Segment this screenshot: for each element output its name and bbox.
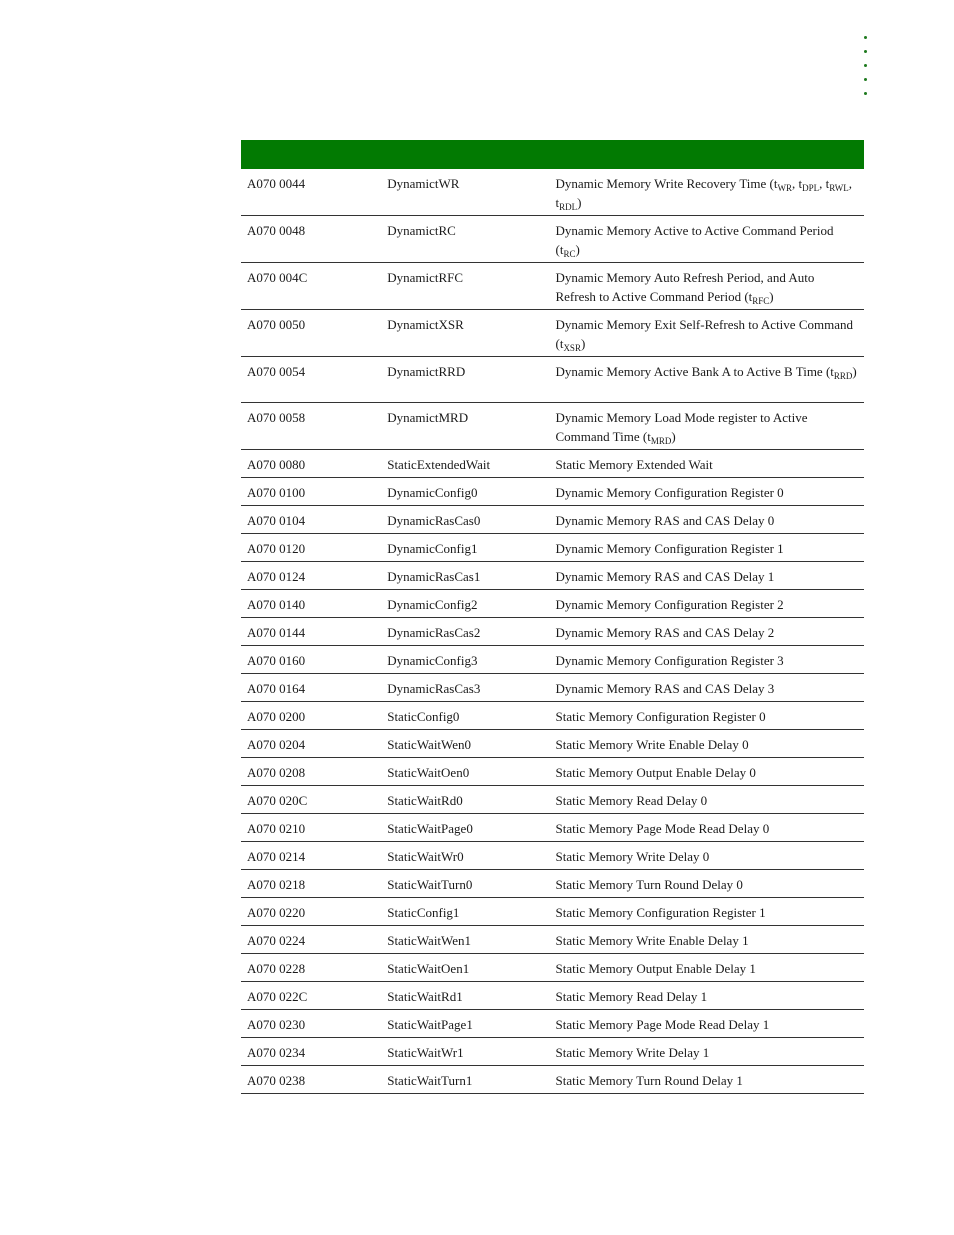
cell-register: DynamictRRD: [381, 357, 549, 403]
cell-register: DynamicConfig0: [381, 478, 549, 506]
table-row: [241, 954, 864, 982]
description-text: Dynamic Memory Configuration Register 0: [555, 485, 784, 500]
description-subscript: RFC: [752, 296, 770, 306]
cell-address: A070 0080: [241, 450, 381, 478]
margin-dot-decoration: [864, 36, 870, 106]
cell-register: StaticWaitRd1: [381, 982, 549, 1010]
table-row: [241, 898, 864, 926]
description-text: Dynamic Memory RAS and CAS Delay 1: [555, 569, 775, 584]
cell-register: StaticWaitWr1: [381, 1038, 549, 1066]
cell-register: StaticWaitPage0: [381, 814, 549, 842]
cell-register: DynamicRasCas3: [381, 674, 549, 702]
table-row: [241, 1038, 864, 1066]
description-text: Static Memory Output Enable Delay 1: [555, 961, 756, 976]
table-row: [241, 730, 864, 758]
description-text: Static Memory Page Mode Read Delay 1: [555, 1017, 770, 1032]
description-text: Dynamic Memory Auto Refresh Period, and Auto Refresh to Active Command Period (t: [555, 270, 815, 304]
description-text: Static Memory Page Mode Read Delay 0: [555, 821, 770, 836]
cell-description: [549, 310, 864, 357]
cell-register: DynamicRasCas1: [381, 562, 549, 590]
table-body: [241, 169, 864, 1094]
description-text: Dynamic Memory RAS and CAS Delay 0: [555, 513, 775, 528]
cell-description: [549, 926, 864, 954]
cell-description: [549, 982, 864, 1010]
description-text: Static Memory Turn Round Delay 0: [555, 877, 743, 892]
cell-description: [549, 702, 864, 730]
table-row: [241, 674, 864, 702]
description-text: Dynamic Memory Write Recovery Time (t: [555, 176, 778, 191]
table-row: [241, 702, 864, 730]
table-row: [241, 842, 864, 870]
cell-description: [549, 1066, 864, 1094]
description-text: Static Memory Turn Round Delay 1: [555, 1073, 743, 1088]
description-text: Dynamic Memory Exit Self-Refresh to Active Command (t: [555, 317, 853, 351]
cell-description: [549, 898, 864, 926]
cell-register: StaticWaitTurn1: [381, 1066, 549, 1094]
table-row: [241, 310, 864, 357]
cell-address: A070 020C: [241, 786, 381, 814]
cell-description: [549, 730, 864, 758]
cell-address: A070 022C: [241, 982, 381, 1010]
cell-register: StaticWaitRd0: [381, 786, 549, 814]
table-row: [241, 982, 864, 1010]
dot-icon: [864, 64, 867, 67]
table-row: [241, 1010, 864, 1038]
description-text: Static Memory Write Delay 0: [555, 849, 710, 864]
description-subscript: DPL: [802, 183, 820, 193]
cell-address: A070 0044: [241, 169, 381, 216]
table-row: [241, 646, 864, 674]
cell-address: A070 0210: [241, 814, 381, 842]
description-text: Dynamic Memory RAS and CAS Delay 2: [555, 625, 775, 640]
table-row: [241, 403, 864, 450]
description-text: , t: [555, 176, 853, 210]
table-row: [241, 758, 864, 786]
cell-description: [549, 786, 864, 814]
cell-description: [549, 263, 864, 310]
description-subscript: XSR: [563, 343, 581, 353]
table-row: [241, 357, 864, 403]
cell-description: [549, 478, 864, 506]
description-text: Static Memory Extended Wait: [555, 457, 713, 472]
cell-register: DynamictMRD: [381, 403, 549, 450]
table-row: [241, 926, 864, 954]
description-text: Dynamic Memory Load Mode register to Active Command Time (t: [555, 410, 808, 444]
cell-register: StaticExtendedWait: [381, 450, 549, 478]
description-text: Static Memory Configuration Register 1: [555, 905, 766, 920]
description-text: Dynamic Memory Configuration Register 2: [555, 597, 784, 612]
cell-description: [549, 216, 864, 263]
description-text: Static Memory Write Enable Delay 0: [555, 737, 749, 752]
description-text: Static Memory Read Delay 1: [555, 989, 708, 1004]
cell-description: [549, 674, 864, 702]
cell-address: A070 0230: [241, 1010, 381, 1038]
cell-register: DynamictRFC: [381, 263, 549, 310]
description-text: Dynamic Memory Configuration Register 1: [555, 541, 784, 556]
dot-icon: [864, 36, 867, 39]
table-row: [241, 1066, 864, 1094]
description-text: ): [671, 429, 676, 444]
cell-address: A070 0218: [241, 870, 381, 898]
table-row: [241, 450, 864, 478]
cell-address: A070 0140: [241, 590, 381, 618]
dot-icon: [864, 50, 867, 53]
description-text: , t: [819, 176, 830, 191]
table-row: [241, 216, 864, 263]
cell-description: [549, 814, 864, 842]
cell-address: A070 0100: [241, 478, 381, 506]
description-subscript: WR: [777, 183, 792, 193]
cell-address: A070 004C: [241, 263, 381, 310]
cell-address: A070 0208: [241, 758, 381, 786]
cell-description: [549, 646, 864, 674]
cell-description: [549, 954, 864, 982]
cell-address: A070 0050: [241, 310, 381, 357]
cell-register: StaticWaitWen1: [381, 926, 549, 954]
cell-description: [549, 870, 864, 898]
description-subscript: MRD: [650, 436, 672, 446]
cell-address: A070 0200: [241, 702, 381, 730]
header-register: [381, 140, 549, 169]
cell-description: [549, 758, 864, 786]
cell-address: A070 0214: [241, 842, 381, 870]
cell-register: DynamicRasCas0: [381, 506, 549, 534]
cell-address: A070 0204: [241, 730, 381, 758]
table-row: [241, 562, 864, 590]
cell-register: StaticWaitWen0: [381, 730, 549, 758]
cell-description: [549, 1038, 864, 1066]
cell-address: A070 0234: [241, 1038, 381, 1066]
cell-description: [549, 506, 864, 534]
cell-register: DynamictWR: [381, 169, 549, 216]
description-text: , t: [792, 176, 803, 191]
cell-register: StaticWaitWr0: [381, 842, 549, 870]
cell-description: [549, 842, 864, 870]
description-text: Static Memory Write Delay 1: [555, 1045, 710, 1060]
description-text: Static Memory Write Enable Delay 1: [555, 933, 749, 948]
description-text: Dynamic Memory Configuration Register 3: [555, 653, 784, 668]
cell-address: A070 0120: [241, 534, 381, 562]
description-text: ): [580, 336, 586, 351]
cell-description: [549, 534, 864, 562]
cell-register: StaticWaitPage1: [381, 1010, 549, 1038]
cell-address: A070 0220: [241, 898, 381, 926]
cell-register: StaticWaitTurn0: [381, 870, 549, 898]
table-row: [241, 263, 864, 310]
cell-description: [549, 618, 864, 646]
header-address: [241, 140, 381, 169]
description-text: Static Memory Read Delay 0: [555, 793, 708, 808]
table-header: [241, 140, 864, 169]
cell-description: [549, 590, 864, 618]
cell-address: A070 0224: [241, 926, 381, 954]
description-subscript: RWL: [829, 183, 849, 193]
description-text: ): [769, 289, 774, 304]
description-text: Static Memory Configuration Register 0: [555, 709, 766, 724]
description-subscript: RDL: [559, 202, 578, 212]
cell-register: StaticConfig1: [381, 898, 549, 926]
table-row: [241, 590, 864, 618]
cell-address: A070 0048: [241, 216, 381, 263]
cell-description: [549, 357, 864, 403]
description-text: Dynamic Memory RAS and CAS Delay 3: [555, 681, 775, 696]
cell-description: [549, 450, 864, 478]
cell-register: StaticConfig0: [381, 702, 549, 730]
cell-address: A070 0144: [241, 618, 381, 646]
cell-address: A070 0160: [241, 646, 381, 674]
table-row: [241, 534, 864, 562]
cell-address: A070 0104: [241, 506, 381, 534]
dot-icon: [864, 78, 867, 81]
table-row: [241, 478, 864, 506]
cell-address: A070 0164: [241, 674, 381, 702]
table-row: [241, 814, 864, 842]
cell-address: A070 0054: [241, 357, 381, 403]
cell-register: DynamicConfig2: [381, 590, 549, 618]
table-row: [241, 618, 864, 646]
description-text: Dynamic Memory Active Bank A to Active B Time (t: [555, 364, 834, 379]
cell-address: A070 0238: [241, 1066, 381, 1094]
dot-icon: [864, 92, 867, 95]
table-row: [241, 870, 864, 898]
table-row: [241, 786, 864, 814]
cell-address: A070 0124: [241, 562, 381, 590]
cell-description: [549, 403, 864, 450]
description-text: ): [852, 364, 857, 379]
table-row: [241, 169, 864, 216]
description-subscript: RC: [563, 249, 576, 259]
description-text: ): [575, 242, 580, 257]
register-map-table: [241, 140, 864, 1094]
cell-register: DynamictRC: [381, 216, 549, 263]
cell-description: [549, 169, 864, 216]
cell-register: StaticWaitOen0: [381, 758, 549, 786]
cell-register: StaticWaitOen1: [381, 954, 549, 982]
table-row: [241, 506, 864, 534]
cell-register: DynamicConfig1: [381, 534, 549, 562]
description-text: Dynamic Memory Active to Active Command Period (t: [555, 223, 834, 257]
header-description: [549, 140, 864, 169]
cell-address: A070 0058: [241, 403, 381, 450]
description-subscript: RRD: [833, 371, 853, 381]
cell-register: DynamicRasCas2: [381, 618, 549, 646]
cell-address: A070 0228: [241, 954, 381, 982]
cell-register: DynamictXSR: [381, 310, 549, 357]
cell-description: [549, 1010, 864, 1038]
cell-description: [549, 562, 864, 590]
description-text: Static Memory Output Enable Delay 0: [555, 765, 756, 780]
cell-register: DynamicConfig3: [381, 646, 549, 674]
description-text: ): [577, 195, 582, 210]
